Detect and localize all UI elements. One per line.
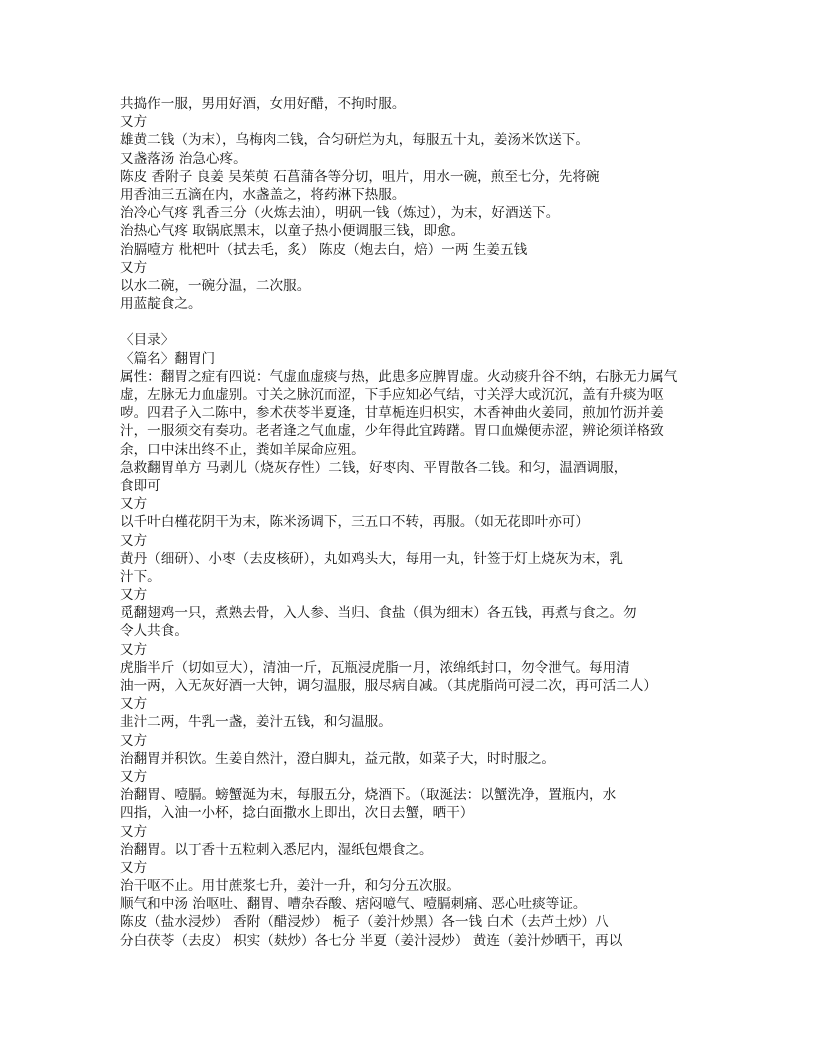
text-line: 四指，入油一小杯，捻白面撒水上即出，次日去蟹，晒干） [120, 805, 474, 822]
text-line: 又方 [120, 823, 148, 840]
text-line: 又方 [120, 532, 148, 549]
text-line: 急救翻胃单方 马剥儿（烧灰存性）二钱，好枣肉、平胃散各二钱。和匀，温酒调服， [120, 459, 628, 476]
text-line: 以水二碗，一碗分温，二次服。 [120, 277, 311, 294]
text-line: 令人共食。 [120, 623, 188, 640]
text-line: 又方 [120, 114, 148, 131]
text-line: 又方 [120, 259, 148, 276]
text-line: 治冷心气疼 乳香三分（火炼去油），明矾一钱（炼过），为末，好酒送下。 [120, 205, 560, 222]
text-line: 觅翻翅鸡一只，煮熟去骨，入人参、当归、食盐（俱为细末）各五钱，再煮与食之。勿 [120, 605, 637, 622]
text-line: 又方 [120, 641, 148, 658]
text-line: 治翻胃、噎膈。螃蟹涎为末，每服五分，烧酒下。（取涎法：以蟹洗净，置瓶内，水 [120, 787, 617, 804]
text-line: 又方 [120, 696, 148, 713]
text-line: 又盏落汤 治急心疼。 [120, 150, 247, 167]
text-line: 又方 [120, 496, 148, 513]
text-line: 陈皮 香附子 良姜 吴茱萸 石菖蒲各等分切，咀片，用水一碗，煎至七分，先将碗 [120, 168, 600, 185]
text-line: 汁下。 [120, 568, 161, 585]
text-line: 治翻胃并积饮。生姜自然汁，澄白脚丸，益元散，如菜子大，时时服之。 [120, 750, 555, 767]
text-line: 又方 [120, 732, 148, 749]
text-line: 分白茯苓（去皮） 枳实（麸炒）各七分 半夏（姜汁浸炒） 黄连（姜汁炒晒干，再以 [120, 932, 623, 949]
text-line: 治热心气疼 取锅底黑末，以童子热小便调服三钱，即愈。 [120, 223, 465, 240]
text-line: 汁，一服须交有奏功。老者逢之气血虚，少年得此宜踌躇。胃口血燥便赤涩，辨论须详格致 [120, 423, 664, 440]
text-line: 又方 [120, 859, 148, 876]
blank-line [120, 313, 677, 331]
text-line: 顺气和中汤 治呕吐、翻胃、嘈杂吞酸、痞闷噫气、噎膈刺痛、恶心吐痰等证。 [120, 896, 587, 913]
text-line: 属性：翻胃之症有四说：气虚血虚痰与热，此患多应脾胃虚。火动痰升谷不纳，右脉无力属气 [120, 368, 678, 385]
text-line: 韭汁二两，牛乳一盏，姜汁五钱，和匀温服。 [120, 714, 392, 731]
text-line: 食即可 [120, 477, 161, 494]
text-line: 陈皮（盐水浸炒） 香附（醋浸炒） 栀子（姜汁炒黑）各一钱 白术（去芦土炒）八 [120, 914, 609, 931]
text-line: 用蓝靛食之。 [120, 296, 202, 313]
text-line: 又方 [120, 768, 148, 785]
text-line: 哕。四君子入二陈中，参术茯苓半夏逢，甘草栀连归枳实，木香神曲火姜同，煎加竹沥并姜 [120, 405, 664, 422]
text-line: 〈目录〉 [120, 332, 175, 349]
text-line: 〈篇名〉翻胃门 [120, 350, 216, 367]
text-line: 以千叶白槿花阴干为末，陈米汤调下，三五口不转，再服。（如无花即叶亦可） [120, 514, 589, 531]
text-line: 用香油三五滴在内，水盏盖之，将药淋下热服。 [120, 186, 406, 203]
text-line: 共捣作一服，男用好酒，女用好醋，不拘时服。 [120, 96, 406, 112]
text-line: 又方 [120, 587, 148, 604]
text-line: 黄丹（细研）、小枣（去皮核研），丸如鸡头大，每用一丸，针签于灯上烧灰为末，乳 [120, 550, 623, 567]
text-line: 治膈噎方 枇杷叶（拭去毛，炙） 陈皮（炮去白，焙）一两 生姜五钱 [120, 241, 528, 258]
text-line: 治干呕不止。用甘蔗浆七升，姜汁一升，和匀分五次服。 [120, 878, 460, 895]
text-line: 油一两，入无灰好酒一大钟，调匀温服，服尽病自减。（其虎脂尚可浸二次，再可活二人） [120, 678, 657, 694]
text-line: 余，口中沫出终不止，粪如羊屎命应殂。 [120, 441, 365, 458]
text-line: 雄黄二钱（为末），乌梅肉二钱，合匀研烂为丸，每服五十丸，姜汤米饮送下。 [120, 132, 589, 149]
document-page [120, 95, 677, 950]
text-line: 虚，左脉无力血虚别。寸关之脉沉而涩，下手应知必气结，寸关浮大或沉沉，盖有升痰为呕 [120, 387, 664, 403]
text-line: 治翻胃。以丁香十五粒刺入悉尼内，湿纸包煨食之。 [120, 841, 433, 858]
text-line: 虎脂半斤（切如豆大），清油一斤，瓦瓶浸虎脂一月，浓绵纸封口，勿令泄气。每用清 [120, 659, 630, 676]
